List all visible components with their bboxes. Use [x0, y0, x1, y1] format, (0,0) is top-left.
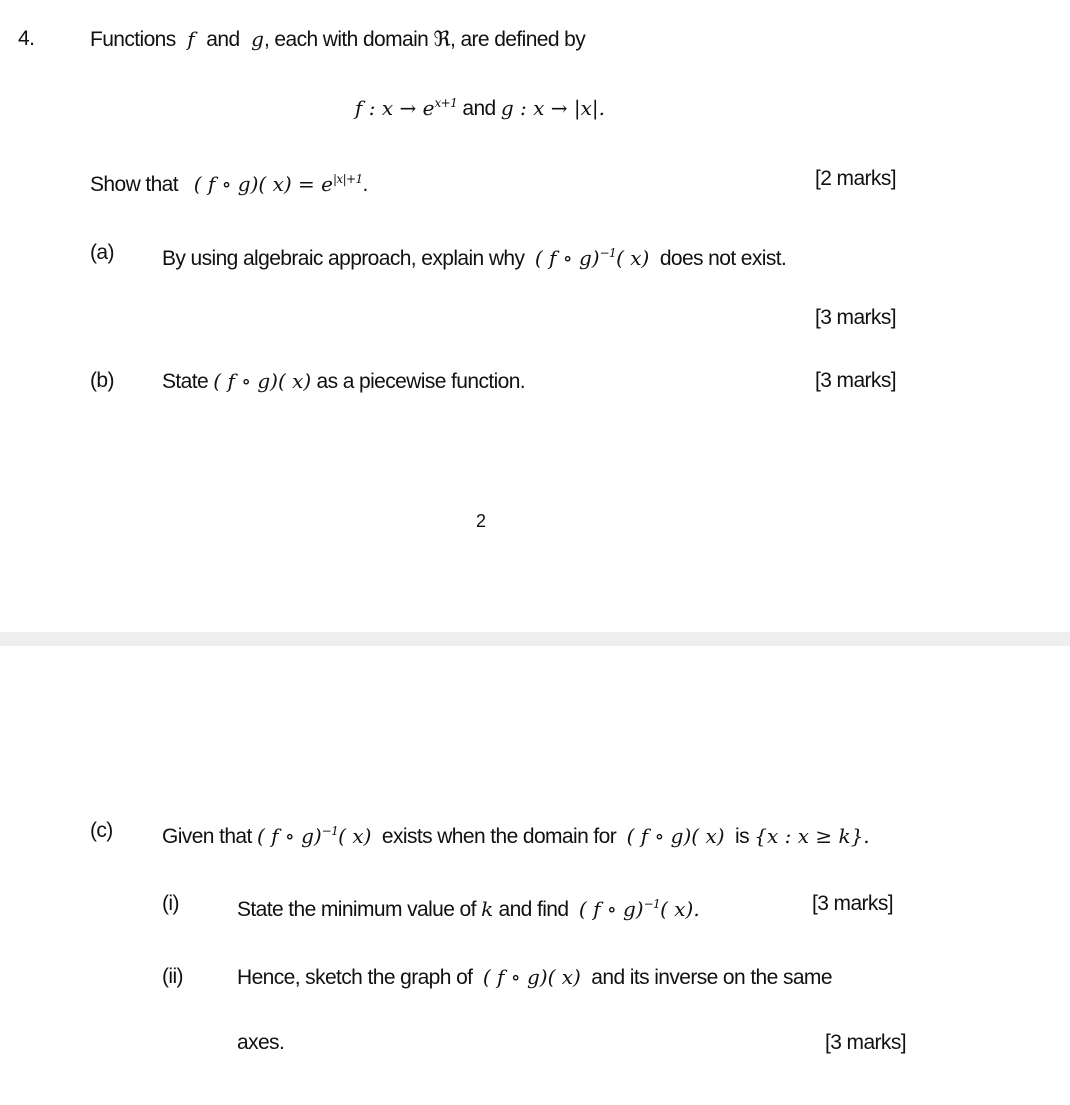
part-c-ii-text [237, 964, 832, 991]
page-number: 2 [476, 511, 486, 531]
intro-and: and [206, 28, 240, 51]
marks-part-a: [3 marks] [815, 306, 896, 329]
part-c-sup: −1 [321, 824, 339, 838]
part-c-text [162, 818, 870, 850]
part-c-text2: exists when the domain for [381, 825, 617, 848]
var-g: g [244, 27, 264, 51]
part-b-text [162, 368, 525, 395]
marks-part-c-i: [3 marks] [812, 892, 893, 915]
var-f: f [180, 27, 202, 51]
function-definition [355, 90, 605, 122]
part-a-text1: By using algebraic approach, explain why [162, 247, 525, 270]
part-a-text2: does not exist. [659, 247, 787, 270]
part-a-label: (a) [90, 241, 114, 264]
part-c-expr3: ( f ∘ g)( x) [626, 824, 725, 848]
part-c-ii-text3: axes. [237, 1031, 285, 1054]
def-g: g : x → |x|. [500, 96, 605, 120]
part-b-expr: ( f ∘ g)( x) [213, 369, 312, 393]
def-f: f [355, 96, 363, 120]
part-a-text [162, 240, 786, 272]
part-b-text1: State [162, 370, 209, 393]
show-that-expr: ( f ∘ g)( x) = e [193, 172, 333, 196]
part-c-label: (c) [90, 819, 113, 842]
part-c-ii-label: (ii) [162, 965, 183, 988]
page-separator [0, 632, 1070, 646]
show-that-exp: |x|+1 [332, 172, 363, 186]
part-c-text3: is [735, 825, 749, 848]
part-c-ii-text2: and its inverse on the same [591, 966, 832, 989]
marks-show-that: [2 marks] [815, 167, 896, 190]
part-c-set: {x : x ≥ k}. [754, 824, 870, 848]
part-c-i-expr2: ( x). [660, 897, 700, 921]
intro-rest: , each with domain ℜ, are defined by [263, 28, 586, 51]
part-c-expr: ( f ∘ g) [256, 824, 322, 848]
part-a-expr2: ( x) [616, 246, 650, 270]
marks-part-b: [3 marks] [815, 369, 896, 392]
part-a-expr: ( f ∘ g) [534, 246, 600, 270]
part-c-expr2: ( x) [338, 824, 372, 848]
show-that-line [90, 166, 368, 198]
part-c-text1: Given that [162, 825, 252, 848]
var-k: k [481, 897, 494, 921]
part-c-ii-expr: ( f ∘ g)( x) [482, 965, 581, 989]
intro-text [90, 26, 585, 53]
show-that-end: . [362, 173, 368, 196]
def-and: and [457, 97, 501, 120]
intro-word: Functions [90, 28, 176, 51]
part-c-i-text1: State the minimum value of [237, 898, 476, 921]
part-c-i-sup: −1 [643, 897, 661, 911]
part-b-text2: as a piecewise function. [316, 370, 526, 393]
part-c-i-label: (i) [162, 892, 179, 915]
part-b-label: (b) [90, 369, 114, 392]
show-that-label: Show that [90, 173, 178, 196]
marks-part-c-ii: [3 marks] [825, 1031, 906, 1054]
part-c-i-text2: and find [498, 898, 569, 921]
part-c-i-text [237, 891, 700, 923]
def-f-exp: x+1 [434, 96, 458, 110]
part-c-ii-text1: Hence, sketch the graph of [237, 966, 473, 989]
question-number: 4. [18, 27, 35, 50]
part-c-i-expr: ( f ∘ g) [578, 897, 644, 921]
def-f-map: : x → e [362, 96, 435, 120]
part-a-sup: −1 [599, 246, 617, 260]
